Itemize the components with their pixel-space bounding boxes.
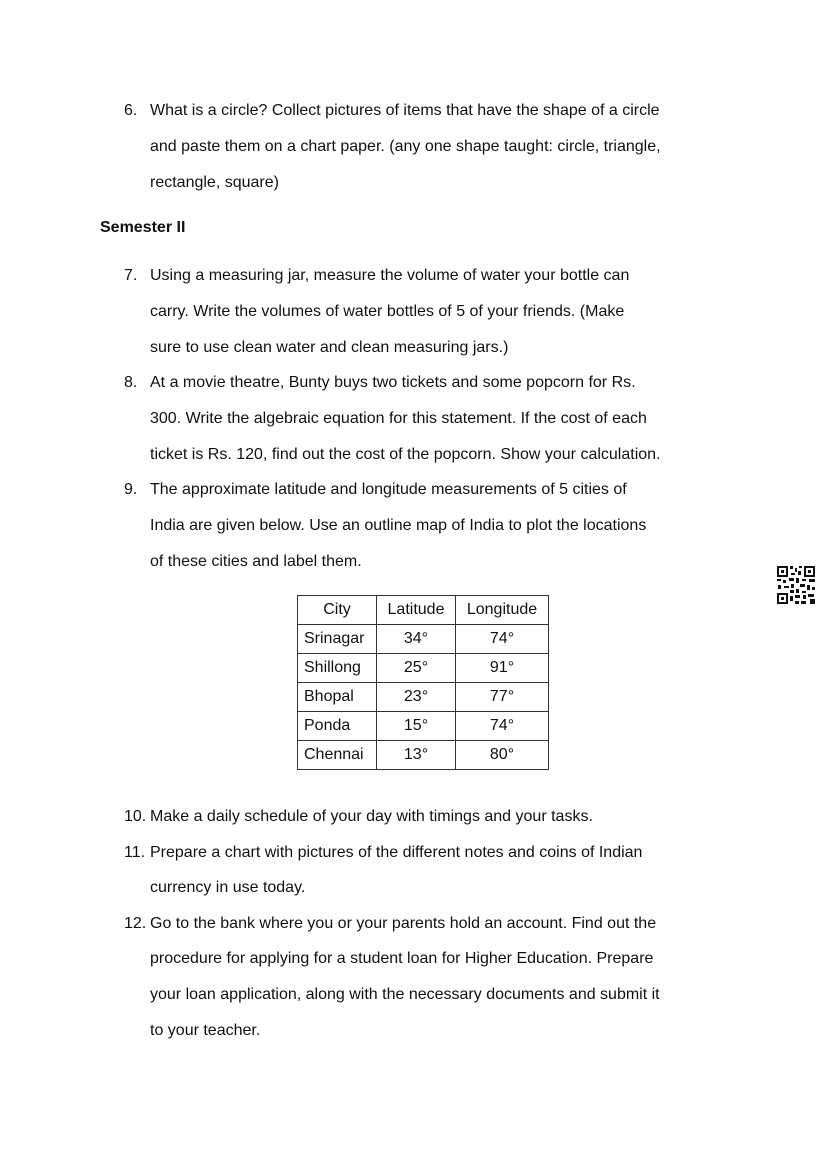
- item-text-line: of these cities and label them.: [150, 553, 362, 570]
- city-cell: Shillong: [298, 654, 377, 683]
- table-row: [298, 741, 549, 770]
- table-row: [298, 654, 549, 683]
- item-number: 11.: [124, 844, 146, 861]
- city-coordinates-table: [297, 595, 549, 770]
- city-cell: Chennai: [298, 741, 377, 770]
- item-text-line: At a movie theatre, Bunty buys two tickets and some popcorn for Rs.: [150, 374, 636, 391]
- longitude-cell: 74°: [456, 712, 549, 741]
- latitude-cell: 25°: [377, 654, 456, 683]
- item-number: 7.: [124, 267, 138, 284]
- item-number: 6.: [124, 102, 138, 119]
- item-text-line: to your teacher.: [150, 1022, 261, 1039]
- item-text-line: India are given below. Use an outline map of India to plot the locations: [150, 517, 647, 534]
- item-text-line: your loan application, along with the necessary documents and submit it: [150, 986, 660, 1003]
- item-number: 10.: [124, 808, 147, 825]
- item-number: 9.: [124, 481, 138, 498]
- column-header-latitude: Latitude: [377, 596, 456, 625]
- latitude-cell: 15°: [377, 712, 456, 741]
- item-text-line: rectangle, square): [150, 174, 279, 191]
- qr-code-icon: [776, 565, 816, 605]
- item-number: 12.: [124, 915, 147, 932]
- item-number: 8.: [124, 374, 138, 391]
- table-row: [298, 625, 549, 654]
- item-text-line: 300. Write the algebraic equation for this statement. If the cost of each: [150, 410, 647, 427]
- item-text-line: Using a measuring jar, measure the volume of water your bottle can: [150, 267, 630, 284]
- city-cell: Srinagar: [298, 625, 377, 654]
- item-text-line: Make a daily schedule of your day with timings and your tasks.: [150, 808, 593, 825]
- latitude-cell: 34°: [377, 625, 456, 654]
- longitude-cell: 74°: [456, 625, 549, 654]
- item-text-line: carry. Write the volumes of water bottles of 5 of your friends. (Make: [150, 303, 625, 320]
- column-header-city: City: [298, 596, 377, 625]
- longitude-cell: 77°: [456, 683, 549, 712]
- city-cell: Ponda: [298, 712, 377, 741]
- section-heading: Semester II: [100, 219, 186, 236]
- item-text-line: Prepare a chart with pictures of the different notes and coins of Indian: [150, 844, 643, 861]
- item-text-line: What is a circle? Collect pictures of items that have the shape of a circle: [150, 102, 660, 119]
- table-row: [298, 712, 549, 741]
- city-cell: Bhopal: [298, 683, 377, 712]
- item-text-line: The approximate latitude and longitude measurements of 5 cities of: [150, 481, 627, 498]
- item-text-line: and paste them on a chart paper. (any one shape taught: circle, triangle,: [150, 138, 661, 155]
- item-text-line: currency in use today.: [150, 879, 306, 896]
- latitude-cell: 23°: [377, 683, 456, 712]
- longitude-cell: 80°: [456, 741, 549, 770]
- item-text-line: Go to the bank where you or your parents hold an account. Find out the: [150, 915, 657, 932]
- latitude-cell: 13°: [377, 741, 456, 770]
- table-row: [298, 683, 549, 712]
- item-text-line: sure to use clean water and clean measuring jars.): [150, 339, 509, 356]
- column-header-longitude: Longitude: [456, 596, 549, 625]
- item-text-line: procedure for applying for a student loan for Higher Education. Prepare: [150, 950, 654, 967]
- table-header-row: [298, 596, 549, 625]
- item-text-line: ticket is Rs. 120, find out the cost of the popcorn. Show your calculation.: [150, 446, 661, 463]
- longitude-cell: 91°: [456, 654, 549, 683]
